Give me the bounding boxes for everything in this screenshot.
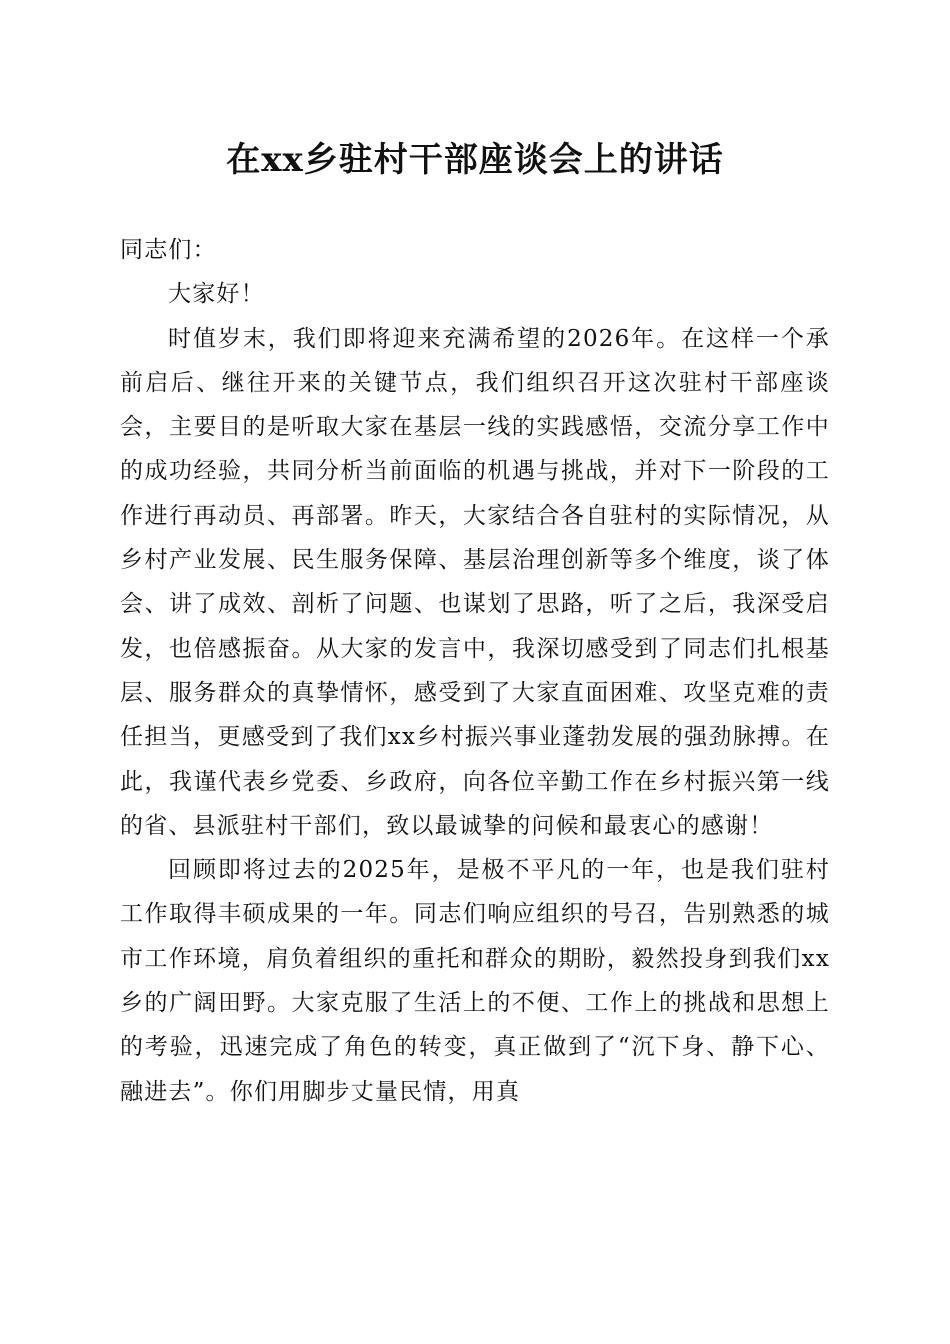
salutation: 同志们： — [120, 237, 217, 263]
paragraph-2: 回顾即将过去的2025年，是极不平凡的一年，也是我们驻村工作取得丰硕成果的一年。同志们响应组织的号召，告别熟悉的城市工作环境，肩负着组织的重托和群众的期盼，毅然投身到我们xx乡的广阔田野。大家克服了生活上的不便、工作上的挑战和思想上的考验，迅速完成了角色的转变，真正做到了“沉下身、静下心、融进去”。你们用脚步丈量民情，用真 — [120, 857, 830, 1105]
greeting: 大家好！ — [168, 281, 265, 308]
document-title: 在xx乡驻村干部座谈会上的讲话 — [226, 140, 724, 180]
document-body — [120, 228, 830, 1114]
paragraph-1: 时值岁末，我们即将迎来充满希望的2026年。在这样一个承前启后、继往开来的关键节点，我们组织召开这次驻村干部座谈会，主要目的是听取大家在基层一线的实践感悟，交流分享工作中的成功经验，共同分析当前面临的机遇与挑战，并对下一阶段的工作进行再动员、再部署。昨天，大家结合各自驻村的实际情况，从乡村产业发展、民生服务保障、基层治理创新等多个维度，谈了体会、讲了成效、剖析了问题、也谋划了思路，听了之后，我深受启发，也倍感振奋。从大家的发言中，我深切感受到了同志们扎根基层、服务群众的真挚情怀，感受到了大家直面困难、攻坚克难的责任担当，更感受到了我们xx乡村振兴事业蓬勃发展的强劲脉搏。在此，我谨代表乡党委、乡政府，向各位辛勤工作在乡村振兴第一线的省、县派驻村干部们，致以最诚挚的问候和最衷心的感谢！ — [120, 325, 830, 839]
